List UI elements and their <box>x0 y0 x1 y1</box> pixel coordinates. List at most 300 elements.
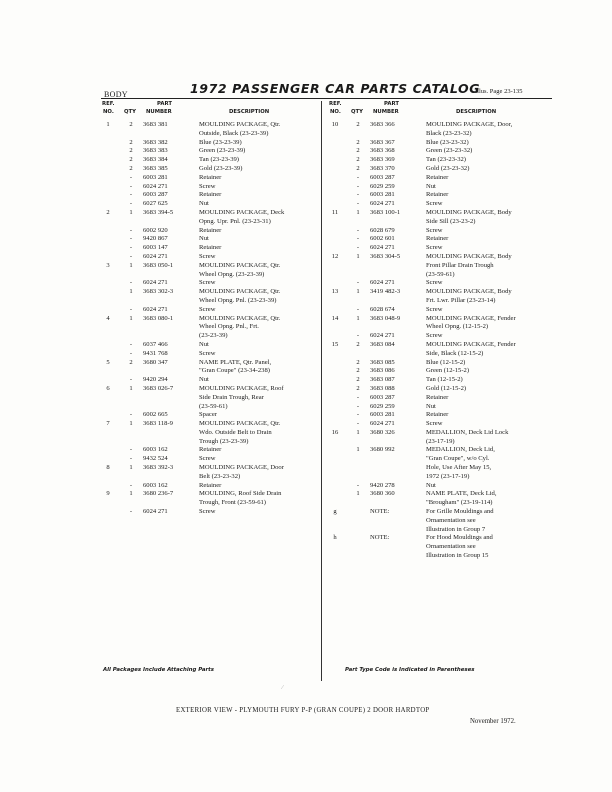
quantity: - <box>129 340 133 348</box>
part-row <box>328 288 548 297</box>
part-row <box>328 271 548 280</box>
part-row <box>101 288 321 297</box>
section-label: BODY <box>104 90 128 99</box>
part-description: For Grille Mouldings and <box>426 508 494 516</box>
part-row <box>328 411 548 420</box>
ref-number: 2 <box>106 208 110 216</box>
part-row <box>101 411 321 420</box>
part-number: 3683 392-3 <box>143 464 174 472</box>
part-row <box>101 315 321 324</box>
part-number-header: NUMBER <box>373 109 399 115</box>
ref-number: 12 <box>331 252 339 260</box>
part-row <box>328 156 548 165</box>
quantity: 1 <box>129 420 133 428</box>
packages-note: All Packages Include Attaching Parts <box>103 667 214 673</box>
part-description: Front Pillar Drain Trough <box>426 261 494 269</box>
part-number: 6024 271 <box>143 508 168 516</box>
part-row <box>101 244 321 253</box>
part-row <box>328 332 548 341</box>
part-description: Wheel Opng. Pnl. (23-23-39) <box>199 296 277 304</box>
part-number: 6003 287 <box>370 173 395 181</box>
quantity: - <box>356 191 360 199</box>
part-number: 3683 382 <box>143 138 168 146</box>
publication-date: November 1972. <box>470 718 516 725</box>
part-row <box>101 403 321 412</box>
quantity: 1 <box>356 428 360 436</box>
part-row <box>101 253 321 262</box>
part-number: 6024 271 <box>370 279 395 287</box>
part-number: 3680 360 <box>370 490 395 498</box>
quantity: - <box>129 279 133 287</box>
part-number: 6029 259 <box>370 182 395 190</box>
part-description: Nut <box>199 200 209 208</box>
part-row <box>101 394 321 403</box>
part-row <box>328 297 548 306</box>
part-description: Screw <box>199 279 216 287</box>
ref-header: REF. <box>102 101 115 107</box>
part-description: Ornamentation see <box>426 543 476 551</box>
ref-number: 3 <box>106 261 110 269</box>
quantity: 2 <box>356 384 360 392</box>
part-number: 6003 287 <box>143 191 168 199</box>
description-header: DESCRIPTION <box>456 109 497 115</box>
part-description: Screw <box>199 508 216 516</box>
illustration-caption: EXTERIOR VIEW - PLYMOUTH FURY P-P (GRAN COUPE) 2 DOOR HARDTOP <box>176 707 430 714</box>
part-row <box>101 191 321 200</box>
part-number: 3683 367 <box>370 138 395 146</box>
quantity: 1 <box>356 314 360 322</box>
part-description: Retainer <box>199 481 222 489</box>
parts-list-right <box>328 121 548 561</box>
part-number: 6024 271 <box>143 279 168 287</box>
part-row <box>328 403 548 412</box>
part-description: 1972 (23-17-19) <box>426 472 470 480</box>
part-row <box>328 446 548 455</box>
part-description: MOULDING PACKAGE, Qtr. <box>199 121 281 128</box>
parts-list-left <box>101 121 321 517</box>
part-number: 3683 302-3 <box>143 288 174 296</box>
part-description: Belt (23-23-32) <box>199 472 241 480</box>
part-row <box>101 341 321 350</box>
part-description: Nut <box>199 340 209 348</box>
part-number: 3683 084 <box>370 340 395 348</box>
part-row <box>101 490 321 499</box>
quantity: - <box>356 200 360 208</box>
part-number: 3683 394-5 <box>143 208 174 216</box>
part-description: MOULDING PACKAGE, Body <box>426 208 512 216</box>
part-description: Illustration in Group 15 <box>426 552 489 560</box>
ref-number: 13 <box>331 288 339 296</box>
part-description: Retainer <box>426 393 449 401</box>
quantity: - <box>356 182 360 190</box>
part-description: (23-17-19) <box>426 437 455 445</box>
part-number: 6002 601 <box>370 235 395 243</box>
part-description: Hole, Use After May 15, <box>426 464 492 472</box>
part-row <box>101 156 321 165</box>
part-number: 6003 147 <box>143 244 168 252</box>
part-number: 3683 088 <box>370 384 395 392</box>
part-number: 6027 625 <box>143 200 168 208</box>
part-number: 3683 383 <box>143 147 168 155</box>
part-number: 3683 384 <box>143 156 168 164</box>
qty-header: QTY <box>124 109 136 115</box>
part-row <box>328 385 548 394</box>
part-description: Retainer <box>199 226 222 234</box>
part-number: 3683 085 <box>370 358 395 366</box>
part-row <box>328 279 548 288</box>
part-row <box>101 350 321 359</box>
column-divider <box>321 101 322 681</box>
ref-number: 7 <box>106 420 110 428</box>
part-number: 6003 287 <box>370 393 395 401</box>
part-description: Screw <box>199 349 216 357</box>
quantity: 2 <box>129 138 133 146</box>
part-row <box>101 376 321 385</box>
part-description: Retainer <box>426 235 449 243</box>
part-row <box>101 139 321 148</box>
part-description: MOULDING PACKAGE, Qtr. <box>199 420 281 428</box>
part-description: Retainer <box>199 244 222 252</box>
part-number: 6024 271 <box>370 420 395 428</box>
part-description: Tan (23-23-39) <box>199 156 240 164</box>
ref-header: REF. <box>329 101 342 107</box>
part-row <box>328 218 548 227</box>
part-description: Screw <box>199 305 216 313</box>
part-description: MOULDING PACKAGE, Qtr. <box>199 261 281 269</box>
part-row <box>328 341 548 350</box>
part-number: 3683 080-1 <box>143 314 174 322</box>
part-number: 9420 278 <box>370 481 395 489</box>
part-description: Wheel Opng. (23-23-39) <box>199 270 265 278</box>
part-description: Blue (23-23-39) <box>199 138 242 146</box>
part-description: Blue (12-15-2) <box>426 358 466 366</box>
quantity: - <box>356 235 360 243</box>
part-number: 3683 366 <box>370 121 395 128</box>
part-row <box>328 490 548 499</box>
part-row <box>328 473 548 482</box>
quantity: - <box>356 173 360 181</box>
part-row <box>101 209 321 218</box>
part-description: NAME PLATE, Qtr. Panel, <box>199 358 272 366</box>
part-row <box>328 165 548 174</box>
part-row <box>101 262 321 271</box>
part-row <box>328 121 548 130</box>
part-description: Retainer <box>426 173 449 181</box>
part-row <box>101 438 321 447</box>
quantity: - <box>129 411 133 419</box>
part-description: (23-59-61) <box>199 402 228 410</box>
part-number: 3683 370 <box>370 164 395 172</box>
part-description: Screw <box>199 455 216 463</box>
ref-number: g <box>333 508 337 516</box>
part-description: Screw <box>426 200 443 208</box>
part-number: 6003 281 <box>370 191 395 199</box>
ref-number: 14 <box>331 314 339 322</box>
part-row <box>101 200 321 209</box>
part-row <box>328 464 548 473</box>
part-description: Retainer <box>426 191 449 199</box>
quantity: 2 <box>129 358 133 366</box>
part-description: Gold (23-23-39) <box>199 164 243 172</box>
part-row <box>328 517 548 526</box>
part-description: Nut <box>426 182 436 190</box>
quantity: - <box>129 252 133 260</box>
quantity: - <box>356 411 360 419</box>
part-description: MOULDING, Roof Side Drain <box>199 490 282 498</box>
part-row <box>101 218 321 227</box>
quantity: 1 <box>129 261 133 269</box>
quantity: 1 <box>129 314 133 322</box>
part-description: Screw <box>426 226 443 234</box>
part-number: NOTE: <box>370 534 390 542</box>
part-description: MEDALLION, Deck Lid Lock <box>426 428 509 436</box>
part-description: Side, Black (12-15-2) <box>426 349 484 357</box>
part-row <box>101 385 321 394</box>
part-row <box>328 130 548 139</box>
part-description: Screw <box>426 420 443 428</box>
part-number: 3683 381 <box>143 121 168 128</box>
part-description: Trough, Front (23-59-61) <box>199 499 266 507</box>
part-description: MOULDING PACKAGE, Qtr. <box>199 314 281 322</box>
part-number: 3683 118-9 <box>143 420 173 428</box>
ref-number: 11 <box>331 208 339 216</box>
part-description: Green (23-23-32) <box>426 147 473 155</box>
part-row <box>101 165 321 174</box>
part-row <box>328 552 548 561</box>
part-number: 3680 992 <box>370 446 395 454</box>
stray-mark: ⁄ <box>282 685 284 691</box>
part-description: "Brougham" (23-19-114) <box>426 499 493 507</box>
quantity: 2 <box>129 147 133 155</box>
part-number: 6028 674 <box>370 305 395 313</box>
part-description: Nut <box>199 376 209 384</box>
quantity: - <box>356 279 360 287</box>
part-row <box>328 376 548 385</box>
quantity: 1 <box>356 208 360 216</box>
part-number: 3683 385 <box>143 164 168 172</box>
page-title: 1972 PASSENGER CAR PARTS CATALOG <box>190 81 481 96</box>
qty-header: QTY <box>351 109 363 115</box>
part-description: Frt. Lwr. Pillar (23-23-14) <box>426 296 496 304</box>
ref-number: 6 <box>106 384 110 392</box>
part-number: 6029 259 <box>370 402 395 410</box>
part-row <box>101 130 321 139</box>
part-row <box>328 543 548 552</box>
part-number: 9432 524 <box>143 455 168 463</box>
part-number: 6003 281 <box>143 173 168 181</box>
part-description: MOULDING PACKAGE, Body <box>426 288 512 296</box>
quantity: - <box>356 244 360 252</box>
part-number: 3683 368 <box>370 147 395 155</box>
quantity: - <box>129 173 133 181</box>
quantity: - <box>129 455 133 463</box>
part-description: Screw <box>199 182 216 190</box>
part-number: 6024 271 <box>370 332 395 340</box>
part-row <box>328 482 548 491</box>
part-description: MOULDING PACKAGE, Roof <box>199 384 284 392</box>
part-number-header: NUMBER <box>146 109 172 115</box>
quantity: 2 <box>129 164 133 172</box>
part-description: Green (23-23-39) <box>199 147 246 155</box>
part-number: 9420 867 <box>143 235 168 243</box>
quantity: 2 <box>129 121 133 128</box>
part-description: Wheel Opng. Pnl., Frt. <box>199 323 259 331</box>
part-description: Trough (23-23-39) <box>199 437 249 445</box>
part-description: Nut <box>426 481 436 489</box>
part-row <box>101 429 321 438</box>
part-description: MOULDING PACKAGE, Fender <box>426 340 516 348</box>
part-row <box>101 367 321 376</box>
part-number: 3683 086 <box>370 367 395 375</box>
quantity: 1 <box>129 384 133 392</box>
part-description: (23-59-61) <box>426 270 455 278</box>
part-row <box>328 350 548 359</box>
part-description: Screw <box>426 244 443 252</box>
header-rule <box>101 98 552 99</box>
part-description: Nut <box>426 402 436 410</box>
part-description: Blue (23-23-32) <box>426 138 469 146</box>
part-row <box>101 297 321 306</box>
part-number: 3680 236-7 <box>143 490 174 498</box>
quantity: - <box>129 235 133 243</box>
part-number: 6003 281 <box>370 411 395 419</box>
quantity: 1 <box>356 252 360 260</box>
part-row <box>101 420 321 429</box>
part-header: PART <box>384 101 399 107</box>
quantity: 2 <box>356 367 360 375</box>
part-description: "Gran Coupe" (23-34-238) <box>199 367 270 375</box>
ref-number: 5 <box>106 358 110 366</box>
quantity: - <box>356 332 360 340</box>
part-row <box>328 200 548 209</box>
quantity: 2 <box>356 164 360 172</box>
part-number: 3683 026-7 <box>143 384 174 392</box>
part-description: "Gran Coupe", w/o Cyl. <box>426 455 490 463</box>
part-description: MEDALLION, Deck Lid, <box>426 446 495 454</box>
quantity: - <box>129 244 133 252</box>
quantity: 1 <box>356 288 360 296</box>
part-number: 3419 482-3 <box>370 288 401 296</box>
part-row <box>101 332 321 341</box>
quantity: - <box>129 200 133 208</box>
quantity: 1 <box>129 490 133 498</box>
part-row <box>101 279 321 288</box>
part-number: 6024 271 <box>370 200 395 208</box>
quantity: - <box>129 305 133 313</box>
part-row <box>328 235 548 244</box>
part-number: 6024 271 <box>143 182 168 190</box>
part-description: Green (12-15-2) <box>426 367 470 375</box>
part-number: 3683 369 <box>370 156 395 164</box>
part-row <box>101 499 321 508</box>
quantity: 2 <box>356 147 360 155</box>
quantity: - <box>356 226 360 234</box>
part-row <box>101 359 321 368</box>
part-row <box>328 526 548 535</box>
part-row <box>328 244 548 253</box>
part-row <box>101 121 321 130</box>
part-number: 3683 100-1 <box>370 208 401 216</box>
quantity: 1 <box>356 446 360 454</box>
quantity: 2 <box>356 156 360 164</box>
part-row <box>101 464 321 473</box>
part-number: 6002 665 <box>143 411 168 419</box>
ref-number: 1 <box>106 121 110 128</box>
part-row <box>101 235 321 244</box>
part-description: MOULDING PACKAGE, Door <box>199 464 284 472</box>
column-headers <box>328 101 548 121</box>
part-row <box>101 147 321 156</box>
part-description: Screw <box>426 279 443 287</box>
quantity: 2 <box>129 156 133 164</box>
part-number: 3683 087 <box>370 376 395 384</box>
part-description: Screw <box>426 305 443 313</box>
part-row <box>101 183 321 192</box>
part-description: MOULDING PACKAGE, Deck <box>199 208 285 216</box>
part-type-note: Part Type Code is Indicated in Parentheses <box>345 667 475 673</box>
part-number: 6028 679 <box>370 226 395 234</box>
part-description: MOULDING PACKAGE, Door, <box>426 121 513 128</box>
quantity: - <box>129 481 133 489</box>
part-row <box>328 420 548 429</box>
quantity: - <box>356 393 360 401</box>
quantity: - <box>356 305 360 313</box>
quantity: 1 <box>129 288 133 296</box>
part-row <box>328 367 548 376</box>
part-description: Side Sill (23-23-2) <box>426 217 476 225</box>
part-row <box>101 174 321 183</box>
part-description: Outside, Black (23-23-39) <box>199 129 269 137</box>
part-description: Retainer <box>426 411 449 419</box>
part-row <box>328 534 548 543</box>
part-description: Tan (12-15-2) <box>426 376 463 384</box>
part-number: 6003 162 <box>143 446 168 454</box>
part-description: MOULDING PACKAGE, Qtr. <box>199 288 281 296</box>
part-description: For Hood Mouldings and <box>426 534 493 542</box>
part-description: (23-23-39) <box>199 332 228 340</box>
part-description: Black (23-23-32) <box>426 129 472 137</box>
part-row <box>101 482 321 491</box>
part-number: 6002 920 <box>143 226 168 234</box>
quantity: - <box>129 376 133 384</box>
column-headers <box>101 101 321 121</box>
part-row <box>328 455 548 464</box>
part-row <box>328 323 548 332</box>
part-description: Gold (12-15-2) <box>426 384 467 392</box>
quantity: 2 <box>356 358 360 366</box>
part-row <box>101 323 321 332</box>
quantity: - <box>129 191 133 199</box>
quantity: - <box>129 446 133 454</box>
illustration-page-ref: Illus. Page 23-135 <box>475 88 523 95</box>
quantity: - <box>356 420 360 428</box>
part-row <box>101 455 321 464</box>
part-row <box>328 262 548 271</box>
part-number: 3683 304-5 <box>370 252 401 260</box>
part-row <box>101 227 321 236</box>
part-description: Retainer <box>199 173 222 181</box>
parts-column-left <box>101 101 321 517</box>
part-description: Wheel Opng. (12-15-2) <box>426 323 489 331</box>
part-description: Screw <box>426 332 443 340</box>
ref-number: 15 <box>331 340 339 348</box>
quantity: 1 <box>129 208 133 216</box>
quantity: 1 <box>356 490 360 498</box>
part-row <box>328 183 548 192</box>
part-row <box>101 446 321 455</box>
part-description: Screw <box>199 252 216 260</box>
part-description: Wdo. Outside Belt to Drain <box>199 428 272 436</box>
